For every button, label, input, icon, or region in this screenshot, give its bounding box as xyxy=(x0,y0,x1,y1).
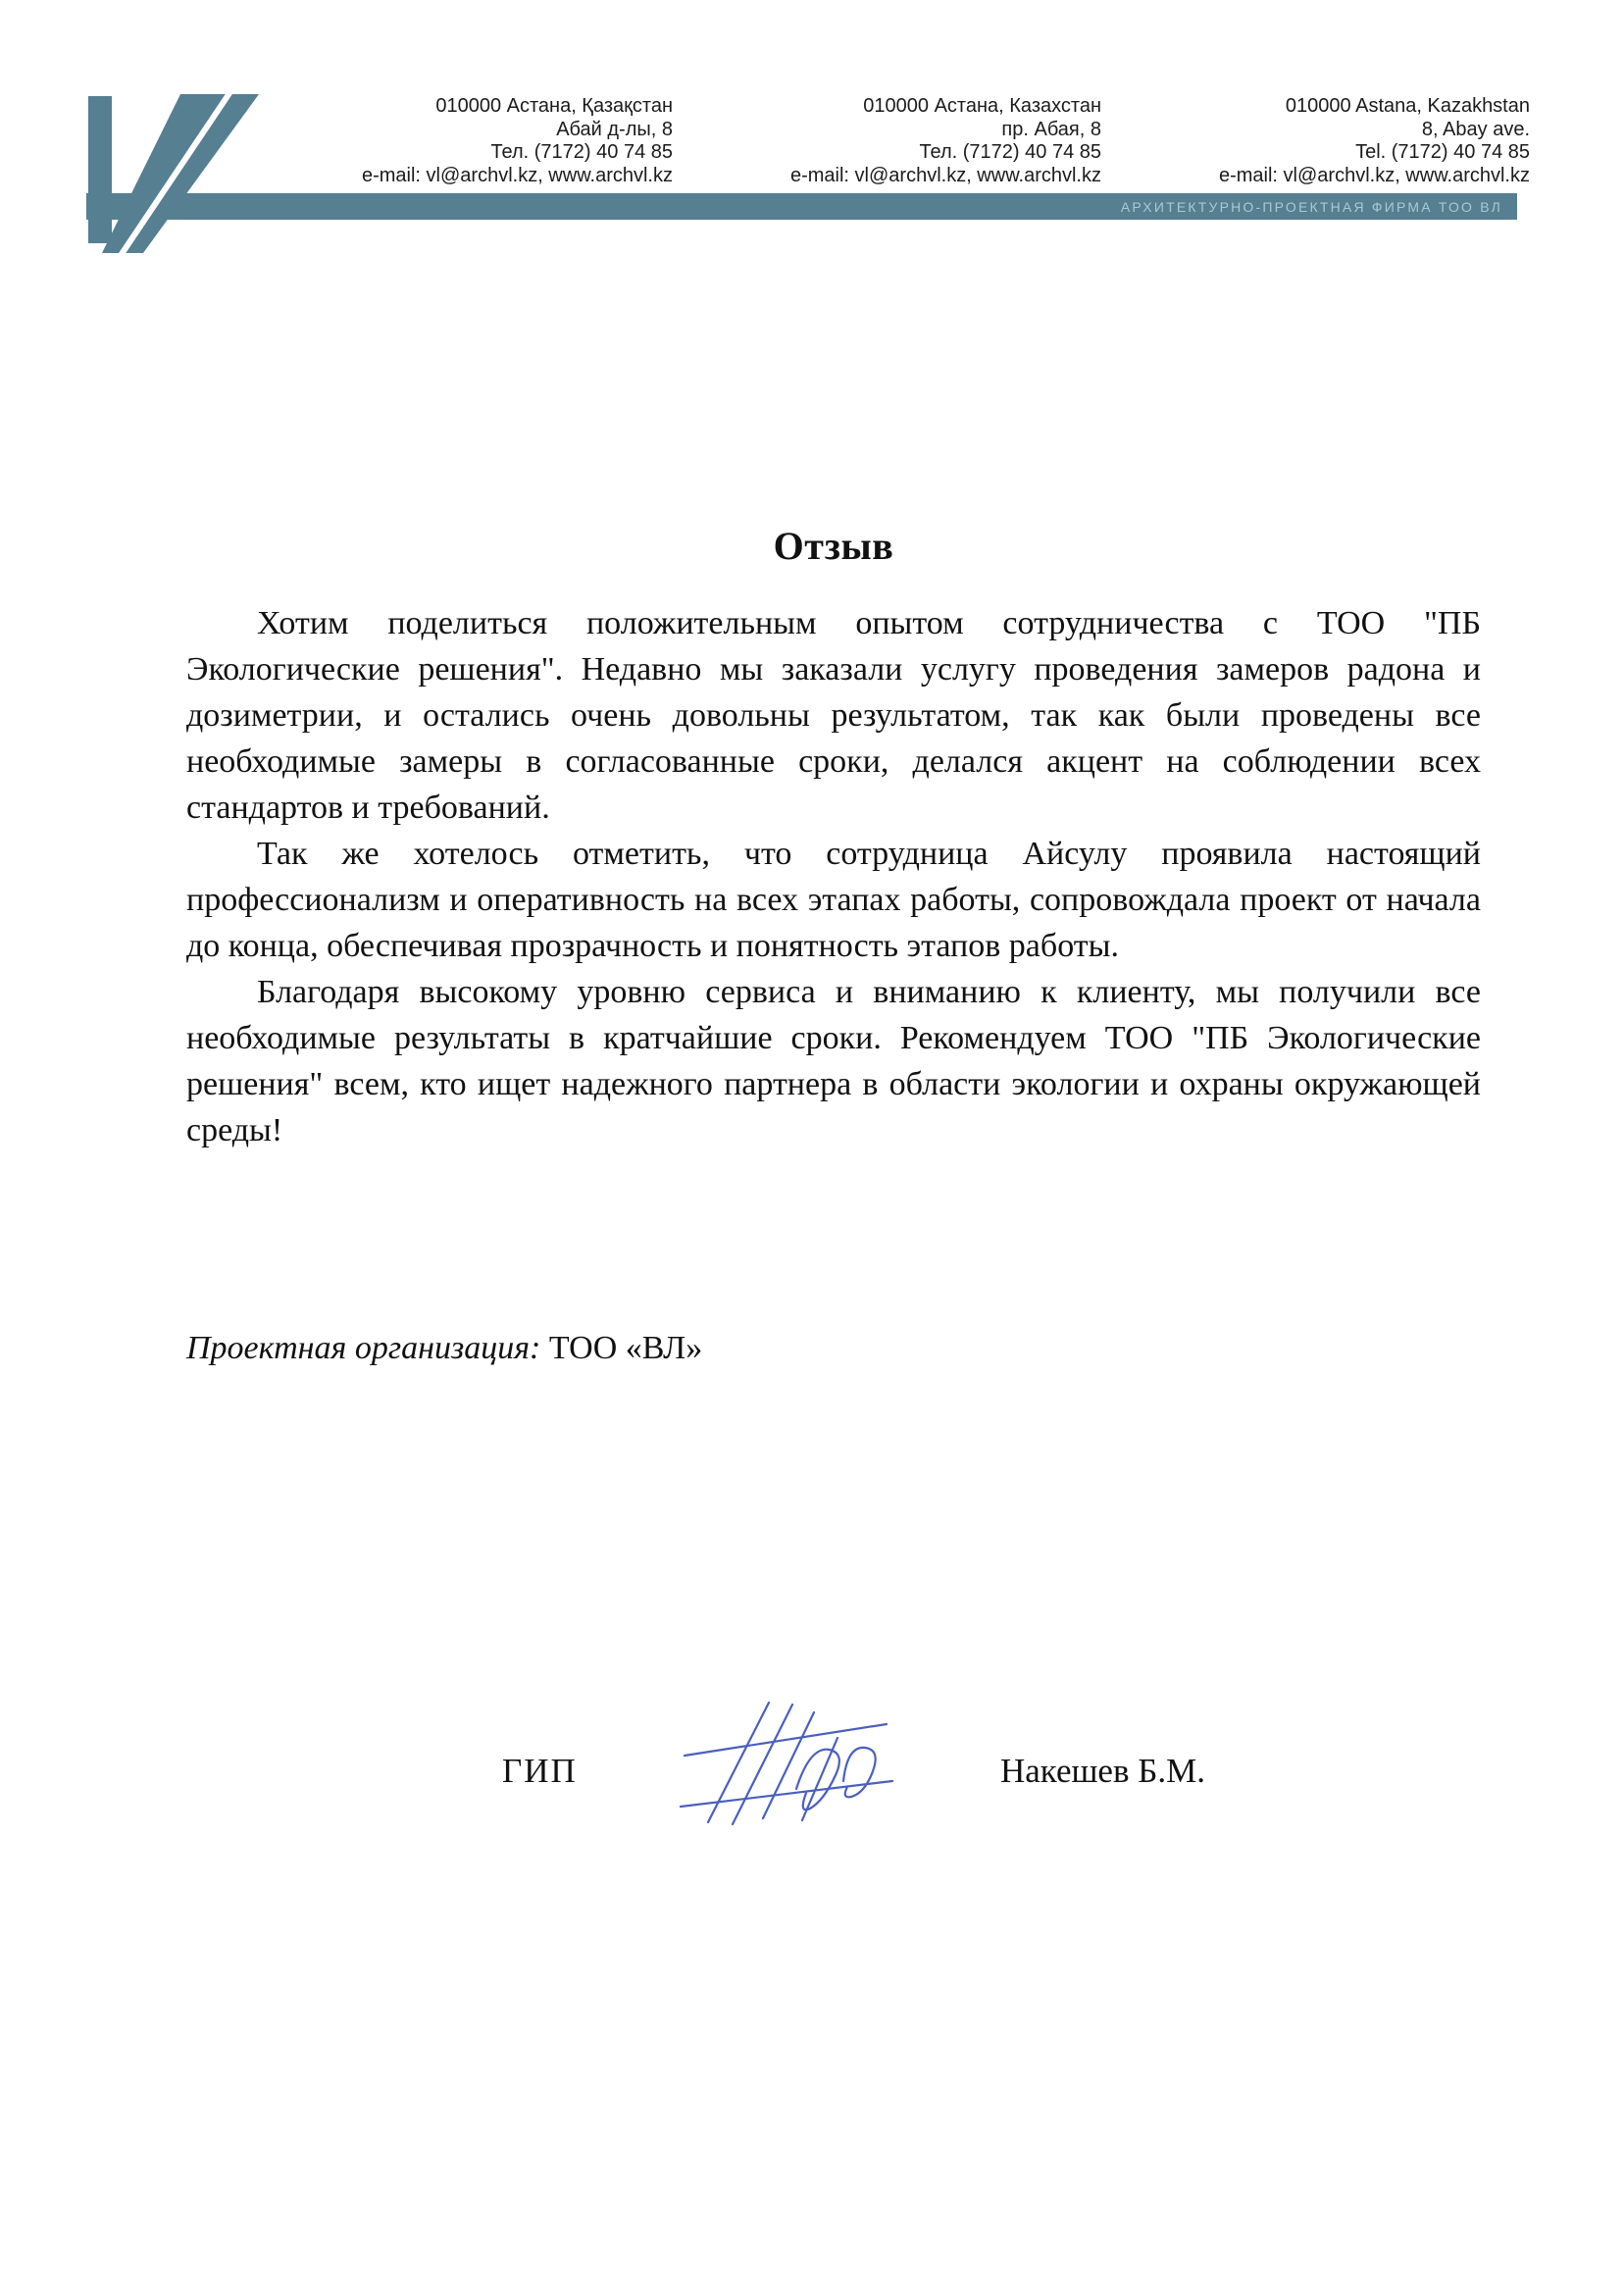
paragraph: Благодаря высокому уровню сервиса и вниманию к клиенту, мы получили все необходимые результаты в кратчайшие сроки. Рекомендуем ТОО "ПБ Экологические решения" всем, кто ищет надежного партнера в области экологии и охраны окружающей среды! xyxy=(186,974,1481,1148)
contact-line: e-mail: vl@archvl.kz, www.archvl.kz xyxy=(789,164,1101,186)
letter-body xyxy=(186,600,1481,1153)
contact-line: 010000 Astana, Kazakhstan xyxy=(1285,95,1530,117)
contact-line: Тел. (7172) 40 74 85 xyxy=(490,141,673,163)
letter-title: Отзыв xyxy=(773,524,894,568)
organization-label: Проектная организация: xyxy=(186,1330,541,1366)
banner-caption: АРХИТЕКТУРНО-ПРОЕКТНАЯ ФИРМА ТОО ВЛ xyxy=(1120,199,1502,215)
organization-value: ТОО «ВЛ» xyxy=(548,1330,703,1366)
contact-column-russian xyxy=(667,95,1101,187)
signer-name: Накешев Б.М. xyxy=(1000,1752,1205,1790)
contact-line: пр. Абая, 8 xyxy=(1001,118,1101,140)
paragraph: Так же хотелось отметить, что сотрудница Айсулу проявила настоящий профессионализм и оперативность на всех этапах работы, сопровождала проект от начала до конца, обеспечивая прозрачность и понятность этапов работы. xyxy=(186,836,1481,964)
contact-line: 8, Abay ave. xyxy=(1421,118,1530,140)
contact-column-kazakh xyxy=(231,95,673,187)
contact-line: Тел. (7172) 40 74 85 xyxy=(919,141,1101,163)
contact-column-english xyxy=(1098,95,1530,187)
handwritten-signature xyxy=(679,1695,924,1827)
contact-line: 010000 Астана, Казахстан xyxy=(863,95,1101,117)
contact-line: e-mail: vl@archvl.kz, www.archvl.kz xyxy=(1218,164,1530,186)
contact-line: Tel. (7172) 40 74 85 xyxy=(1355,141,1530,163)
paragraph: Хотим поделиться положительным опытом сотрудничества с ТОО "ПБ Экологические решения". Недавно мы заказали услугу проведения замеров радона и дозиметрии, и остались очень довольны результатом, так как были проведены все необходимые замеры в согласованные сроки, делался акцент на соблюдении всех стандартов и требований. xyxy=(186,605,1481,826)
organization-line xyxy=(186,1330,1481,1367)
contact-line: Абай д-лы, 8 xyxy=(556,118,673,140)
signer-role: ГИП xyxy=(502,1752,578,1790)
contact-line: e-mail: vl@archvl.kz, www.archvl.kz xyxy=(361,164,673,186)
contact-line: 010000 Астана, Қазақстан xyxy=(435,95,673,117)
